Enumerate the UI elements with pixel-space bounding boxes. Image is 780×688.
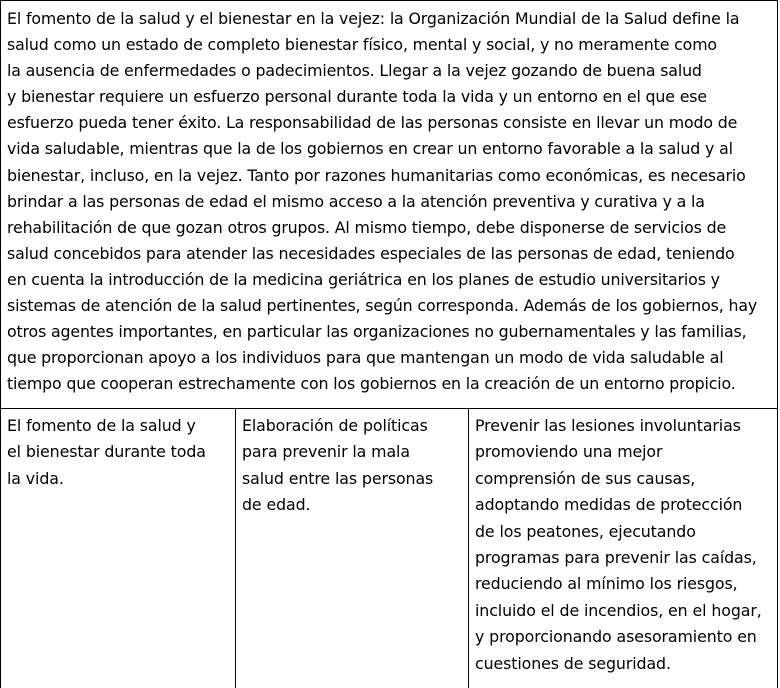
cell-line: adoptando medidas de protección	[475, 495, 743, 515]
intro-line: en cuenta la introducción de la medicina geriátrica en los planes de estudio universitarios y	[7, 269, 720, 289]
cell-line: incluido el de incendios, en el hogar,	[475, 600, 762, 620]
cell-line: cuestiones de seguridad.	[475, 653, 671, 673]
cell-line: comprensión de sus causas,	[475, 468, 696, 488]
intro-line: bienestar, incluso, en la vejez. Tanto por razones humanitarias como económicas, es necesario	[7, 165, 746, 185]
cell-line: de edad.	[242, 495, 311, 515]
cell-line: salud entre las personas	[242, 468, 434, 488]
intro-line: vida saludable, mientras que la de los gobiernos en crear un entorno favorable a la salud y al	[7, 139, 733, 159]
table-cell-objective	[242, 413, 466, 519]
cell-line: Elaboración de políticas	[242, 416, 428, 435]
intro-line: salud como un estado de completo bienestar físico, mental y social, y no meramente como	[7, 35, 717, 55]
column-divider	[468, 408, 469, 688]
intro-line: y bienestar requiere un esfuerzo personal durante toda la vida y un entorno en el que ese	[7, 87, 707, 107]
intro-line: salud concebidos para atender las necesidades especiales de las personas de edad, teniendo	[7, 243, 735, 263]
intro-line: sistemas de atención de la salud pertinentes, según corresponda. Además de los gobiernos, hay	[7, 296, 758, 316]
cell-line: el bienestar durante toda	[7, 442, 206, 462]
cell-line: Prevenir las lesiones involuntarias	[475, 416, 741, 435]
intro-paragraph	[7, 6, 777, 397]
intro-line: brindar a las personas de edad el mismo acceso a la atención preventiva y curativa y a la	[7, 191, 705, 211]
intro-line: la ausencia de enfermedades o padecimientos. Llegar a la vejez gozando de buena salud	[7, 61, 702, 81]
cell-line: promoviendo una mejor	[475, 442, 663, 462]
intro-line: tiempo que cooperan estrechamente con los gobiernos en la creación de un entorno propicio.	[7, 374, 736, 394]
intro-line: otros agentes importantes, en particular las organizaciones no gubernamentales y las familias,	[7, 322, 747, 342]
cell-line: para prevenir la mala	[242, 442, 410, 462]
intro-line: que proporcionan apoyo a los individuos para que mantengan un modo de vida saludable al	[7, 348, 724, 368]
column-divider	[235, 408, 236, 688]
cell-line: la vida.	[7, 468, 64, 488]
policy-table-row	[0, 408, 778, 688]
intro-line: El fomento de la salud y el bienestar en la vejez: la Organización Mundial de la Salud define la	[7, 9, 740, 28]
cell-line: programas para prevenir las caídas,	[475, 548, 757, 568]
intro-line: rehabilitación de que gozan otros grupos. Al mismo tiempo, debe disponerse de servicios de	[7, 217, 727, 237]
cell-line: de los peatones, ejecutando	[475, 521, 696, 541]
cell-line: reduciendo al mínimo los riesgos,	[475, 574, 738, 594]
cell-line: El fomento de la salud y	[7, 416, 196, 435]
table-cell-issue	[7, 413, 233, 492]
cell-line: y proporcionando asesoramiento en	[475, 627, 757, 647]
intro-line: esfuerzo pueda tener éxito. La responsabilidad de las personas consiste en llevar un modo de	[7, 113, 738, 133]
table-cell-action	[475, 413, 777, 677]
